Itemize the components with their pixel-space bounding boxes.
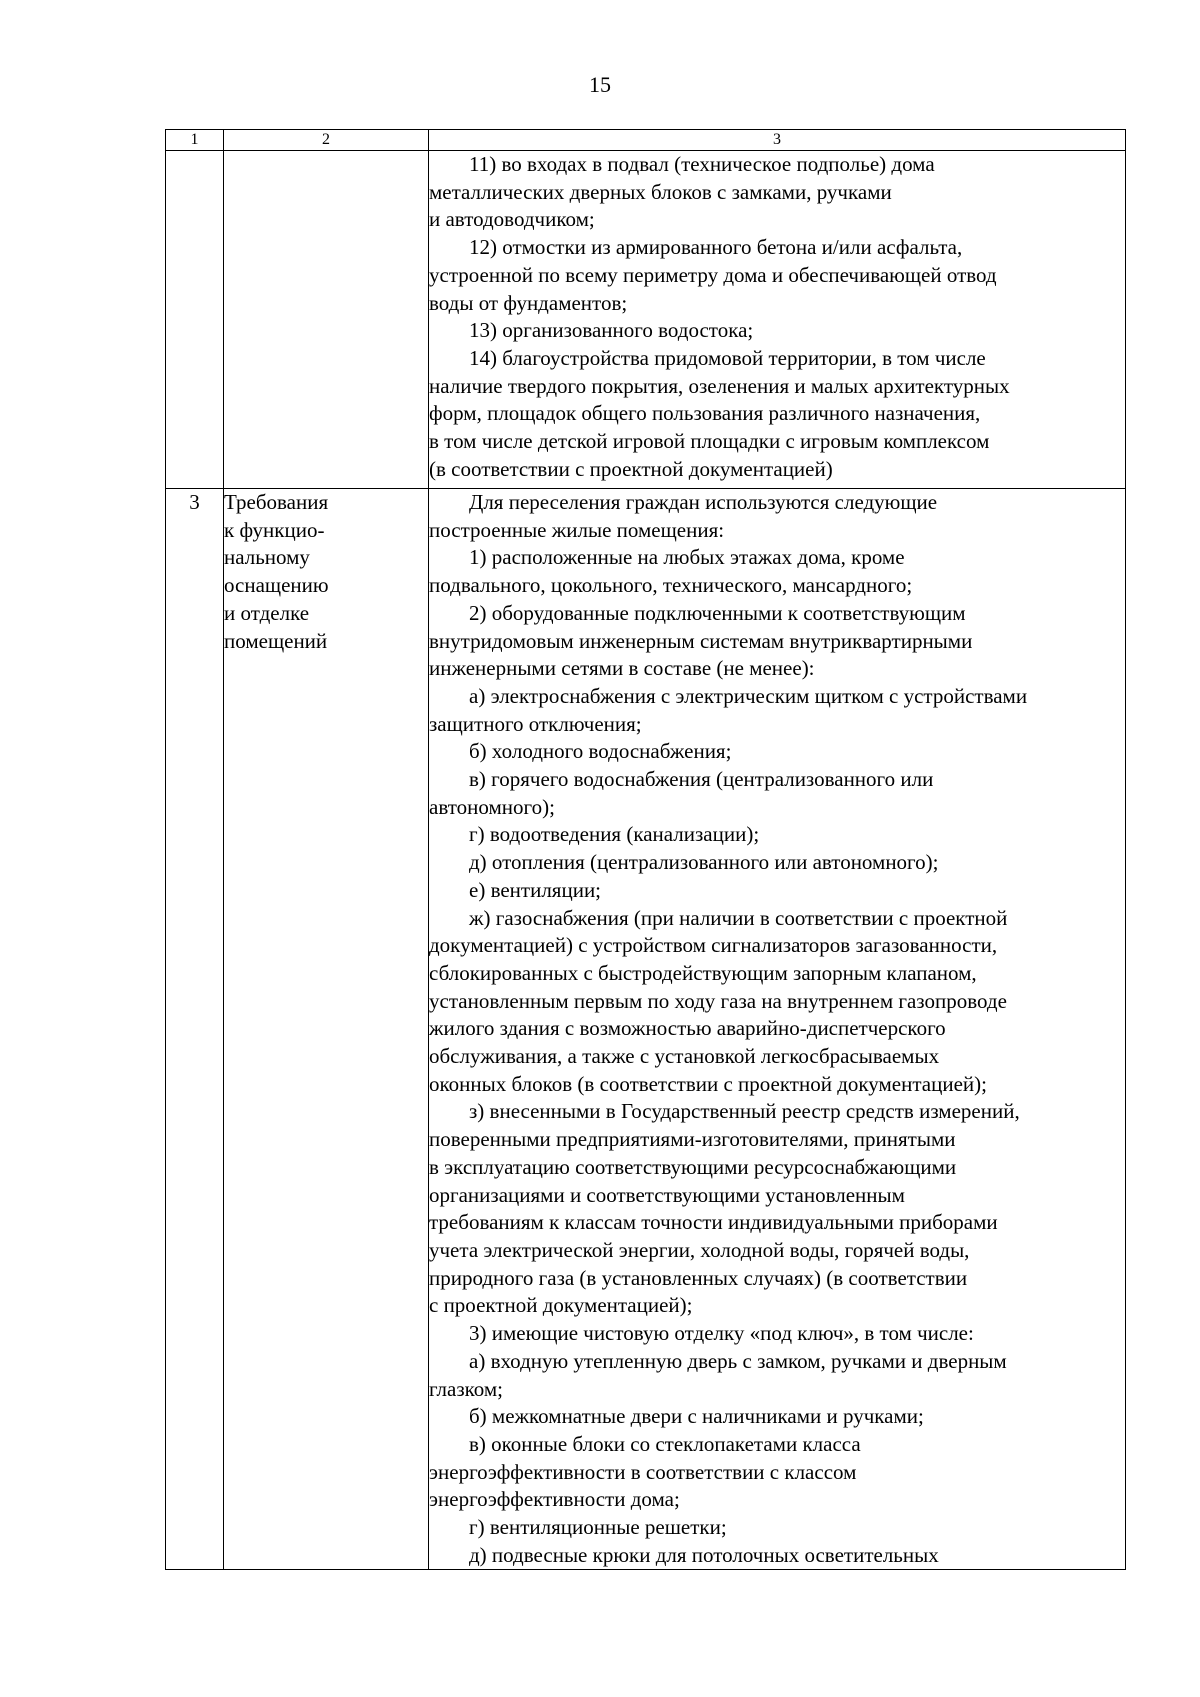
text-line: 13) организованного водостока;	[469, 318, 754, 343]
table-header-row	[166, 130, 1126, 151]
text-line: учета электрической энергии, холодной воды, горячей воды,	[429, 1237, 970, 1262]
text-line: 12) отмостки из армированного бетона и/или асфальта,	[469, 235, 963, 260]
text-line: з) внесенными в Государственный реестр средств измерений,	[469, 1099, 1020, 1124]
row-content-cell	[429, 151, 1126, 489]
text-line: ж) газоснабжения (при наличии в соответствии с проектной	[469, 905, 1008, 930]
requirements-table	[165, 129, 1126, 1570]
text-line: 2) оборудованные подключенными к соответствующим	[469, 600, 966, 625]
text-line: глазком;	[429, 1376, 504, 1401]
row-name-line: к функцио-	[224, 517, 325, 542]
text-line: инженерными сетями в составе (не менее):	[429, 656, 815, 681]
text-line: устроенной по всему периметру дома и обеспечивающей отвод	[429, 262, 997, 287]
text-line: защитного отключения;	[429, 711, 642, 736]
text-line: установленным первым по ходу газа на внутреннем газопроводе	[429, 988, 1007, 1013]
column-header-number: 1	[166, 130, 224, 151]
text-line: Для переселения граждан используются следующие	[469, 490, 938, 514]
text-line: природного газа (в установленных случаях) (в соответствии	[429, 1265, 968, 1290]
text-line: форм, площадок общего пользования различного назначения,	[429, 401, 981, 426]
page-number: 15	[589, 72, 611, 97]
text-line: металлических дверных блоков с замками, ручками	[429, 179, 892, 204]
row-name-line: и отделке	[224, 600, 310, 625]
text-line: энергоэффективности в соответствии с классом	[429, 1459, 857, 1484]
row-name-line: нальному	[224, 545, 310, 570]
text-line: внутридомовым инженерным системам внутриквартирными	[429, 628, 973, 653]
text-line: в) горячего водоснабжения (централизованного или	[469, 767, 934, 792]
row-name-line: Требования	[224, 490, 329, 514]
text-line: а) электроснабжения с электрическим щитком с устройствами	[469, 683, 1028, 708]
text-line: 11) во входах в подвал (техническое подполье) дома	[469, 152, 935, 176]
text-line: е) вентиляции;	[469, 877, 602, 902]
text-line: оконных блоков (в соответствии с проектной документацией);	[429, 1071, 987, 1096]
column-header-content: 3	[429, 130, 1126, 151]
text-line: а) входную утепленную дверь с замком, ручками и дверным	[469, 1348, 1007, 1373]
text-line: требованиям к классам точности индивидуальными приборами	[429, 1210, 998, 1235]
text-line: воды от фундаментов;	[429, 290, 628, 315]
text-line: 3) имеющие чистовую отделку «под ключ», в том числе:	[469, 1321, 974, 1346]
text-line: г) водоотведения (канализации);	[469, 822, 760, 847]
text-line: подвального, цокольного, технического, мансардного;	[429, 573, 913, 598]
text-line: 14) благоустройства придомовой территории, в том числе	[469, 345, 986, 370]
text-line: д) отопления (централизованного или автономного);	[469, 850, 939, 875]
row-content-cell	[429, 489, 1126, 1570]
row-name-cell	[224, 151, 429, 489]
text-line: 1) расположенные на любых этажах дома, кроме	[469, 545, 905, 570]
text-line: в эксплуатацию соответствующими ресурсоснабжающими	[429, 1154, 957, 1179]
text-line: наличие твердого покрытия, озеленения и малых архитектурных	[429, 373, 1010, 398]
text-line: построенные жилые помещения:	[429, 517, 725, 542]
text-line: б) холодного водоснабжения;	[469, 739, 732, 764]
text-line: обслуживания, а также с установкой легкосбрасываемых	[429, 1044, 940, 1069]
text-line: энергоэффективности дома;	[429, 1487, 680, 1512]
text-line: организациями и соответствующими установленным	[429, 1182, 905, 1207]
row-number-cell: 3	[166, 489, 224, 1570]
column-header-name: 2	[224, 130, 429, 151]
text-line: в том числе детской игровой площадки с игровым комплексом	[429, 429, 990, 454]
table-row-requirements	[166, 489, 1126, 1570]
text-line: документацией) с устройством сигнализаторов загазованности,	[429, 933, 998, 958]
text-line: (в соответствии с проектной документацией)	[429, 456, 833, 481]
row-name-cell	[224, 489, 429, 1570]
row-name-line: помещений	[224, 628, 328, 653]
text-line: и автодоводчиком;	[429, 207, 595, 232]
text-line: д) подвесные крюки для потолочных осветительных	[469, 1542, 939, 1567]
text-line: автономного);	[429, 794, 555, 819]
table-row-continuation	[166, 151, 1126, 489]
text-line: сблокированных с быстродействующим запорным клапаном,	[429, 960, 977, 985]
row-name-line: оснащению	[224, 573, 329, 598]
text-line: г) вентиляционные решетки;	[469, 1515, 727, 1540]
text-line: в) оконные блоки со стеклопакетами класса	[469, 1431, 861, 1456]
text-line: с проектной документацией);	[429, 1293, 693, 1318]
text-line: поверенными предприятиями-изготовителями, принятыми	[429, 1127, 956, 1152]
row-number-cell	[166, 151, 224, 489]
text-line: б) межкомнатные двери с наличниками и ручками;	[469, 1404, 924, 1429]
text-line: жилого здания с возможностью аварийно-диспетчерского	[429, 1016, 946, 1041]
